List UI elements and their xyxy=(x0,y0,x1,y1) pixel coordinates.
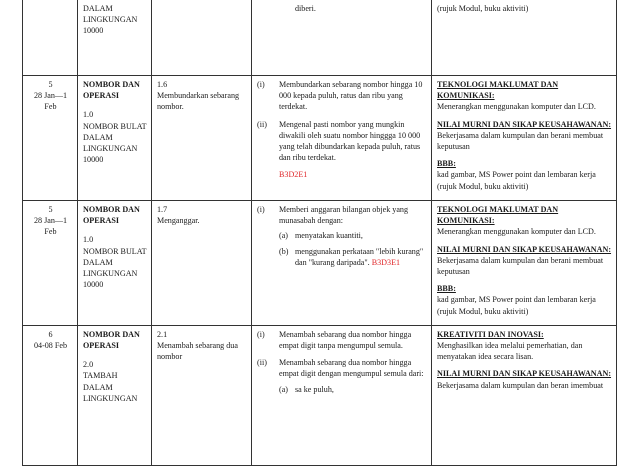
topic-cell xyxy=(78,325,152,465)
note-heading: TEKNOLOGI MAKLUMAT DAN KOMUNIKASI: xyxy=(437,80,559,101)
sub-text: sa ke puluh, xyxy=(295,384,334,394)
note-heading: KREATIVITI DAN INOVASI: xyxy=(437,329,544,339)
activity-item xyxy=(257,357,427,395)
topic-cell xyxy=(78,201,152,326)
spacer xyxy=(83,101,147,109)
notes-cell xyxy=(432,325,617,465)
activity-text-wrap xyxy=(279,357,427,395)
note-block xyxy=(437,119,612,153)
activities-cell xyxy=(252,0,432,76)
note-text: Menerangkan menggunakan komputer dan LCD. xyxy=(437,102,596,112)
week-date: 04-08 Feb xyxy=(33,341,68,351)
note-block xyxy=(437,204,612,238)
activity-item xyxy=(257,79,427,113)
activity-item xyxy=(257,204,427,268)
sub-activity xyxy=(279,246,427,268)
standard-number: 1.7 xyxy=(157,205,168,214)
topic-body: DALAM LINGKUNGAN 10000 xyxy=(83,4,138,36)
note-heading: NILAI MURNI DAN SIKAP KEUSAHAWANAN: xyxy=(437,119,612,129)
activities-cell xyxy=(252,325,432,465)
note-text: Bekerjasama dalam kumpulan dan beran imembuat xyxy=(437,380,604,390)
lesson-plan-body xyxy=(23,0,617,465)
note-heading: NILAI MURNI DAN SIKAP KEUSAHAWANAN: xyxy=(437,244,612,254)
notes-cell xyxy=(432,76,617,201)
sub-activity xyxy=(279,230,427,241)
activity-text-wrap xyxy=(279,329,427,351)
note-text: (rujuk Modul, buku aktiviti) xyxy=(437,4,529,13)
activity-text-wrap xyxy=(295,3,427,14)
table-row xyxy=(23,76,617,201)
note-text: kad gambar, MS Power point dan lembaran kerja (rujuk Modul, buku aktiviti) xyxy=(437,170,596,191)
standard-description: Membundarkan sebarang nombor. xyxy=(157,91,240,112)
week-number: 5 xyxy=(48,205,53,214)
activity-text-wrap xyxy=(279,204,427,268)
note-heading: TEKNOLOGI MAKLUMAT DAN KOMUNIKASI: xyxy=(437,205,559,226)
standard-description: Menambah sebarang dua nombor xyxy=(157,341,238,362)
week-cell xyxy=(23,0,78,76)
note-text: Bekerjasama dalam kumpulan dan berani membuat keputusan xyxy=(437,130,604,152)
note-block xyxy=(437,244,612,278)
activity-text: Membundarkan sebarang nombor hingga 10 000 kepada puluh, ratus dan ribu yang terdekat. xyxy=(279,80,423,112)
note-block xyxy=(437,79,612,113)
spacer xyxy=(83,226,147,234)
note-block xyxy=(437,283,612,317)
note-text: Menerangkan menggunakan komputer dan LCD. xyxy=(437,227,596,237)
activity-marker: (ii) xyxy=(257,358,267,368)
sub-text: menggunakan perkataan "lebih kurang" dan "kurang daripada". B3D3E1 xyxy=(295,246,424,267)
sub-activity xyxy=(279,384,427,395)
activity-item xyxy=(257,329,427,351)
topic-heading: NOMBOR DAN OPERASI xyxy=(83,80,140,101)
sub-marker: (a) xyxy=(279,384,288,394)
activity-text: diberi. xyxy=(295,4,316,13)
note-text: Bekerjasama dalam kumpulan dan berani membuat keputusan xyxy=(437,255,604,277)
performance-code: B3D3E1 xyxy=(371,257,401,267)
topic-cell xyxy=(78,76,152,201)
topic-body: 1.0 NOMBOR BULAT DALAM LINGKUNGAN 10000 xyxy=(83,235,147,290)
activity-marker: (i) xyxy=(257,205,265,214)
note-heading: NILAI MURNI DAN SIKAP KEUSAHAWANAN: xyxy=(437,369,612,379)
week-number: 5 xyxy=(48,80,53,89)
week-cell xyxy=(23,201,78,326)
topic-body: 1.0 NOMBOR BULAT DALAM LINGKUNGAN 10000 xyxy=(83,110,147,165)
note-text: Menghasilkan idea melalui pemerhatian, dan menyatakan idea secara lisan. xyxy=(437,341,583,362)
activity-marker: (ii) xyxy=(257,119,267,129)
standard-cell xyxy=(152,325,252,465)
notes-cell xyxy=(432,0,617,76)
activity-text: Mengenal pasti nombor yang mungkin diwakili oleh suatu nombor hinggga 10 000 yang telah dibundarkan kepada puluh, ratus dan ribu terdekat. xyxy=(279,119,421,163)
activities-cell xyxy=(252,76,432,201)
note-block xyxy=(437,368,612,390)
activity-text: Memberi anggaran bilangan objek yang munasabah dengan: xyxy=(279,205,409,226)
note-block xyxy=(437,158,612,192)
activity-item xyxy=(257,119,427,164)
topic-heading: NOMBOR DAN OPERASI xyxy=(83,329,140,351)
note-heading: BBB: xyxy=(437,284,456,294)
note-heading: BBB: xyxy=(437,159,456,169)
activity-marker: (i) xyxy=(257,329,265,339)
standard-cell xyxy=(152,201,252,326)
note-block xyxy=(437,3,612,14)
spacer xyxy=(83,351,147,359)
sub-text: menyatakan kuantiti, xyxy=(295,231,363,241)
activity-marker: (i) xyxy=(257,80,265,89)
performance-code: B3D2E1 xyxy=(279,170,308,180)
week-cell xyxy=(23,325,78,465)
table-row xyxy=(23,0,617,76)
week-cell xyxy=(23,76,78,201)
lesson-plan-table xyxy=(22,0,617,466)
standard-number: 2.1 xyxy=(157,329,168,339)
note-block xyxy=(437,329,612,363)
notes-cell xyxy=(432,201,617,326)
sub-marker: (a) xyxy=(279,231,288,241)
sub-marker: (b) xyxy=(279,246,289,256)
activity-text: Menambah sebarang dua nombor hingga empat digit dengan mengumpul semula dari: xyxy=(279,358,424,379)
activity-text-wrap xyxy=(279,79,427,113)
table-row xyxy=(23,201,617,326)
activity-text: Menambah sebarang dua nombor hingga empat digit tanpa mengumpul semula. xyxy=(279,329,412,351)
topic-body: 2.0 TAMBAH DALAM LINGKUNGAN xyxy=(83,360,138,403)
table-row xyxy=(23,325,617,465)
standard-cell xyxy=(152,0,252,76)
standard-cell xyxy=(152,76,252,201)
week-date: 28 Jan—1 Feb xyxy=(33,91,68,112)
note-text: kad gambar, MS Power point dan lembaran kerja (rujuk Modul, buku aktiviti) xyxy=(437,295,596,316)
topic-cell xyxy=(78,0,152,76)
activity-marker xyxy=(273,3,295,14)
activities-cell xyxy=(252,201,432,326)
week-date: 28 Jan—1 Feb xyxy=(33,216,68,237)
topic-heading: NOMBOR DAN OPERASI xyxy=(83,205,140,226)
activity-item xyxy=(257,3,427,14)
week-number: 6 xyxy=(48,329,53,339)
standard-number: 1.6 xyxy=(157,80,168,89)
activity-text-wrap xyxy=(279,119,427,164)
standard-description: Menganggar. xyxy=(157,216,200,226)
